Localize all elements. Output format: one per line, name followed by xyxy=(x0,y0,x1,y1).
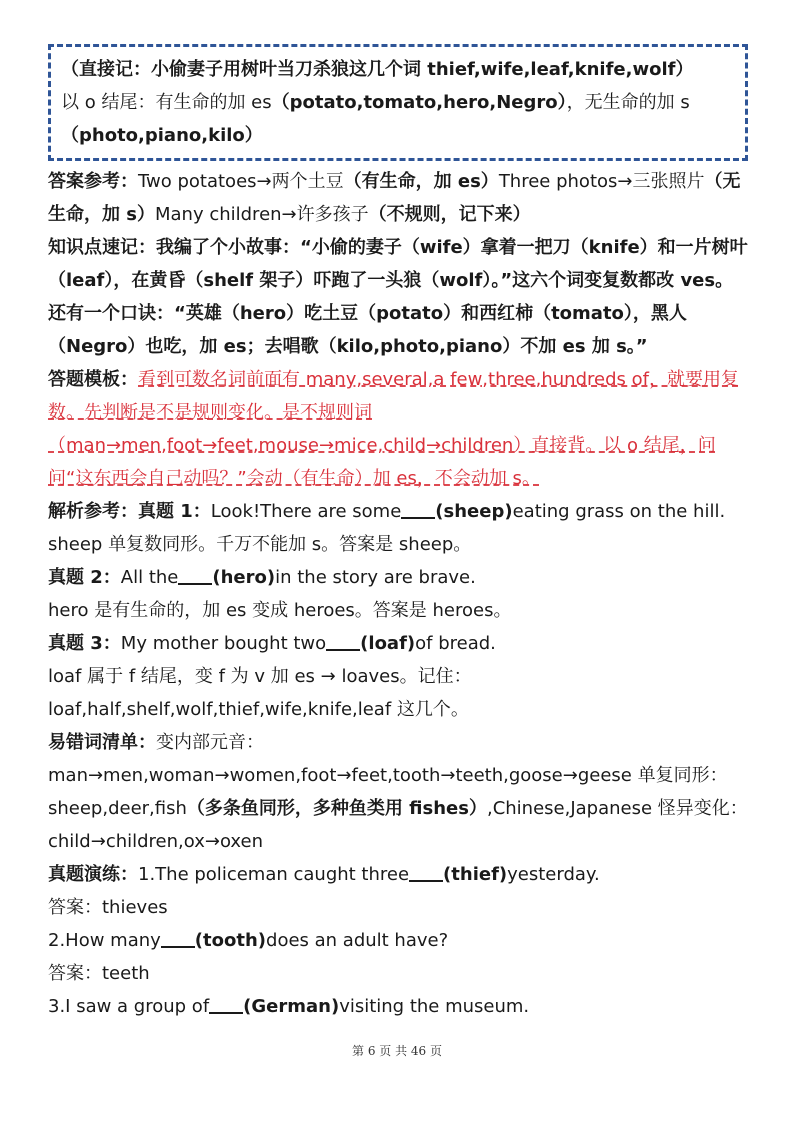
q3-blank xyxy=(326,631,360,651)
box-line-2-text: 以 o 结尾：有生命的加 es xyxy=(61,92,272,113)
q1-label: 真题 1： xyxy=(138,501,211,522)
mistakes-text-b: ,Chinese,Japanese 怪异变化：child→children,ox→oxen xyxy=(48,798,748,852)
q2-text-post: in the story are brave. xyxy=(275,567,476,588)
q2-note: hero 是有生命的，加 es 变成 heroes。答案是 heroes。 xyxy=(48,600,512,621)
q1-hint: (sheep) xyxy=(435,501,513,522)
document-page xyxy=(48,44,748,1023)
mistakes-text-a: 变内部元音：man→men,woman→women,foot→feet,tooth→teeth,goose→geese 单复同形：sheep,deer,fish xyxy=(48,732,728,819)
q1-note: sheep 单复数同形。千万不能加 s。答案是 sheep。 xyxy=(48,534,472,555)
analysis-label: 解析参考： xyxy=(48,501,138,522)
knowledge-label: 知识点速记： xyxy=(48,237,156,258)
mistakes-label: 易错词清单： xyxy=(48,732,156,753)
p1-answer: 答案：thieves xyxy=(48,897,168,918)
analysis-q1 xyxy=(48,495,748,528)
mistakes-section xyxy=(48,726,748,858)
q2-text-pre: All the xyxy=(120,567,179,588)
template-text: 看到可数名词前面有 many,several,a few,three,hundreds of，就要用复数。先判断是不是规则变化。是不规则词（man→men,foot→feet,mouse→mice,child→children）直接背。以 o 结尾，问问“这东西会自己动吗？”会动（有生命）加 es，不会动加 s。 xyxy=(48,369,739,489)
q3-note: loaf 属于 f 结尾，变 f 为 v 加 es → loaves。记住：loaf,half,shelf,wolf,thief,wife,knife,leaf 这几个。 xyxy=(48,666,472,720)
practice-p1 xyxy=(48,858,748,891)
answer-reference xyxy=(48,165,748,231)
box-line-2-rest: ，无生命的加 s xyxy=(566,92,690,113)
template-label: 答题模板： xyxy=(48,369,138,390)
practice-label: 真题演练： xyxy=(48,864,138,885)
p1-blank xyxy=(409,862,443,882)
answer-reference-c-note: （不规则，记下来） xyxy=(368,204,531,225)
p2-blank xyxy=(161,928,195,948)
box-line-1: （直接记：小偷妻子用树叶当刀杀狼这几个词 thief,wife,leaf,knife,wolf） xyxy=(61,59,694,80)
box-line-2 xyxy=(61,86,737,119)
p3-blank xyxy=(209,994,243,1014)
q2-label: 真题 2： xyxy=(48,567,121,588)
q2-blank xyxy=(178,565,212,585)
practice-p3 xyxy=(48,990,748,1023)
p2-answer: 答案：teeth xyxy=(48,963,150,984)
p3-text-pre: 3.I saw a group of xyxy=(48,996,210,1017)
p1-text-post: yesterday. xyxy=(507,864,600,885)
q3-hint: (loaf) xyxy=(360,633,416,654)
box-line-3: （photo,piano,kilo） xyxy=(61,125,263,146)
knowledge-text: 我编了个小故事：“小偷的妻子（wife）拿着一把刀（knife）和一片树叶（leaf），在黄昏（shelf 架子）吓跑了一头狼（wolf）。”这六个词变复数都改 ves。还有一个口诀：“英雄（hero）吃土豆（potato）和西红柿（tomato），黑人（Negro）也吃，加 es；去唱歌（kilo,photo,piano）不加 es 加 s。” xyxy=(48,237,748,357)
answer-reference-c: Many children→许多孩子 xyxy=(154,204,369,225)
p2-hint: (tooth) xyxy=(194,930,267,951)
q3-text-pre: My mother bought two xyxy=(120,633,327,654)
q1-text-pre: Look!There are some xyxy=(210,501,402,522)
p2-text-post: does an adult have? xyxy=(266,930,449,951)
answer-reference-a: Two potatoes→两个土豆 xyxy=(138,171,344,192)
analysis-q2 xyxy=(48,561,748,594)
analysis-q3 xyxy=(48,627,748,660)
page-footer: 第 6 页 共 46 页 xyxy=(352,1044,442,1058)
answer-reference-b: Three photos→三张照片 xyxy=(498,171,705,192)
p3-hint: (German) xyxy=(243,996,340,1017)
box-line-2-words: （potato,tomato,hero,Negro） xyxy=(271,92,567,113)
mistakes-fish-note: （多条鱼同形，多种鱼类用 fishes） xyxy=(186,798,487,819)
q3-label: 真题 3： xyxy=(48,633,121,654)
answer-reference-a-note: （有生命，加 es） xyxy=(343,171,499,192)
q2-hint: (hero) xyxy=(212,567,276,588)
q1-text-post: eating grass on the hill. xyxy=(512,501,726,522)
practice-p2 xyxy=(48,924,748,957)
q3-text-post: of bread. xyxy=(415,633,496,654)
p1-hint: (thief) xyxy=(443,864,508,885)
p1-text-pre: 1.The policeman caught three xyxy=(138,864,410,885)
memory-tip-box xyxy=(48,44,748,161)
answer-reference-b-note: （无生命，加 s） xyxy=(48,171,741,225)
template-section xyxy=(48,363,748,495)
p2-text-pre: 2.How many xyxy=(48,930,161,951)
q1-blank xyxy=(401,499,435,519)
answer-reference-label: 答案参考： xyxy=(48,171,138,192)
knowledge-section xyxy=(48,231,748,363)
p3-text-post: visiting the museum. xyxy=(339,996,530,1017)
